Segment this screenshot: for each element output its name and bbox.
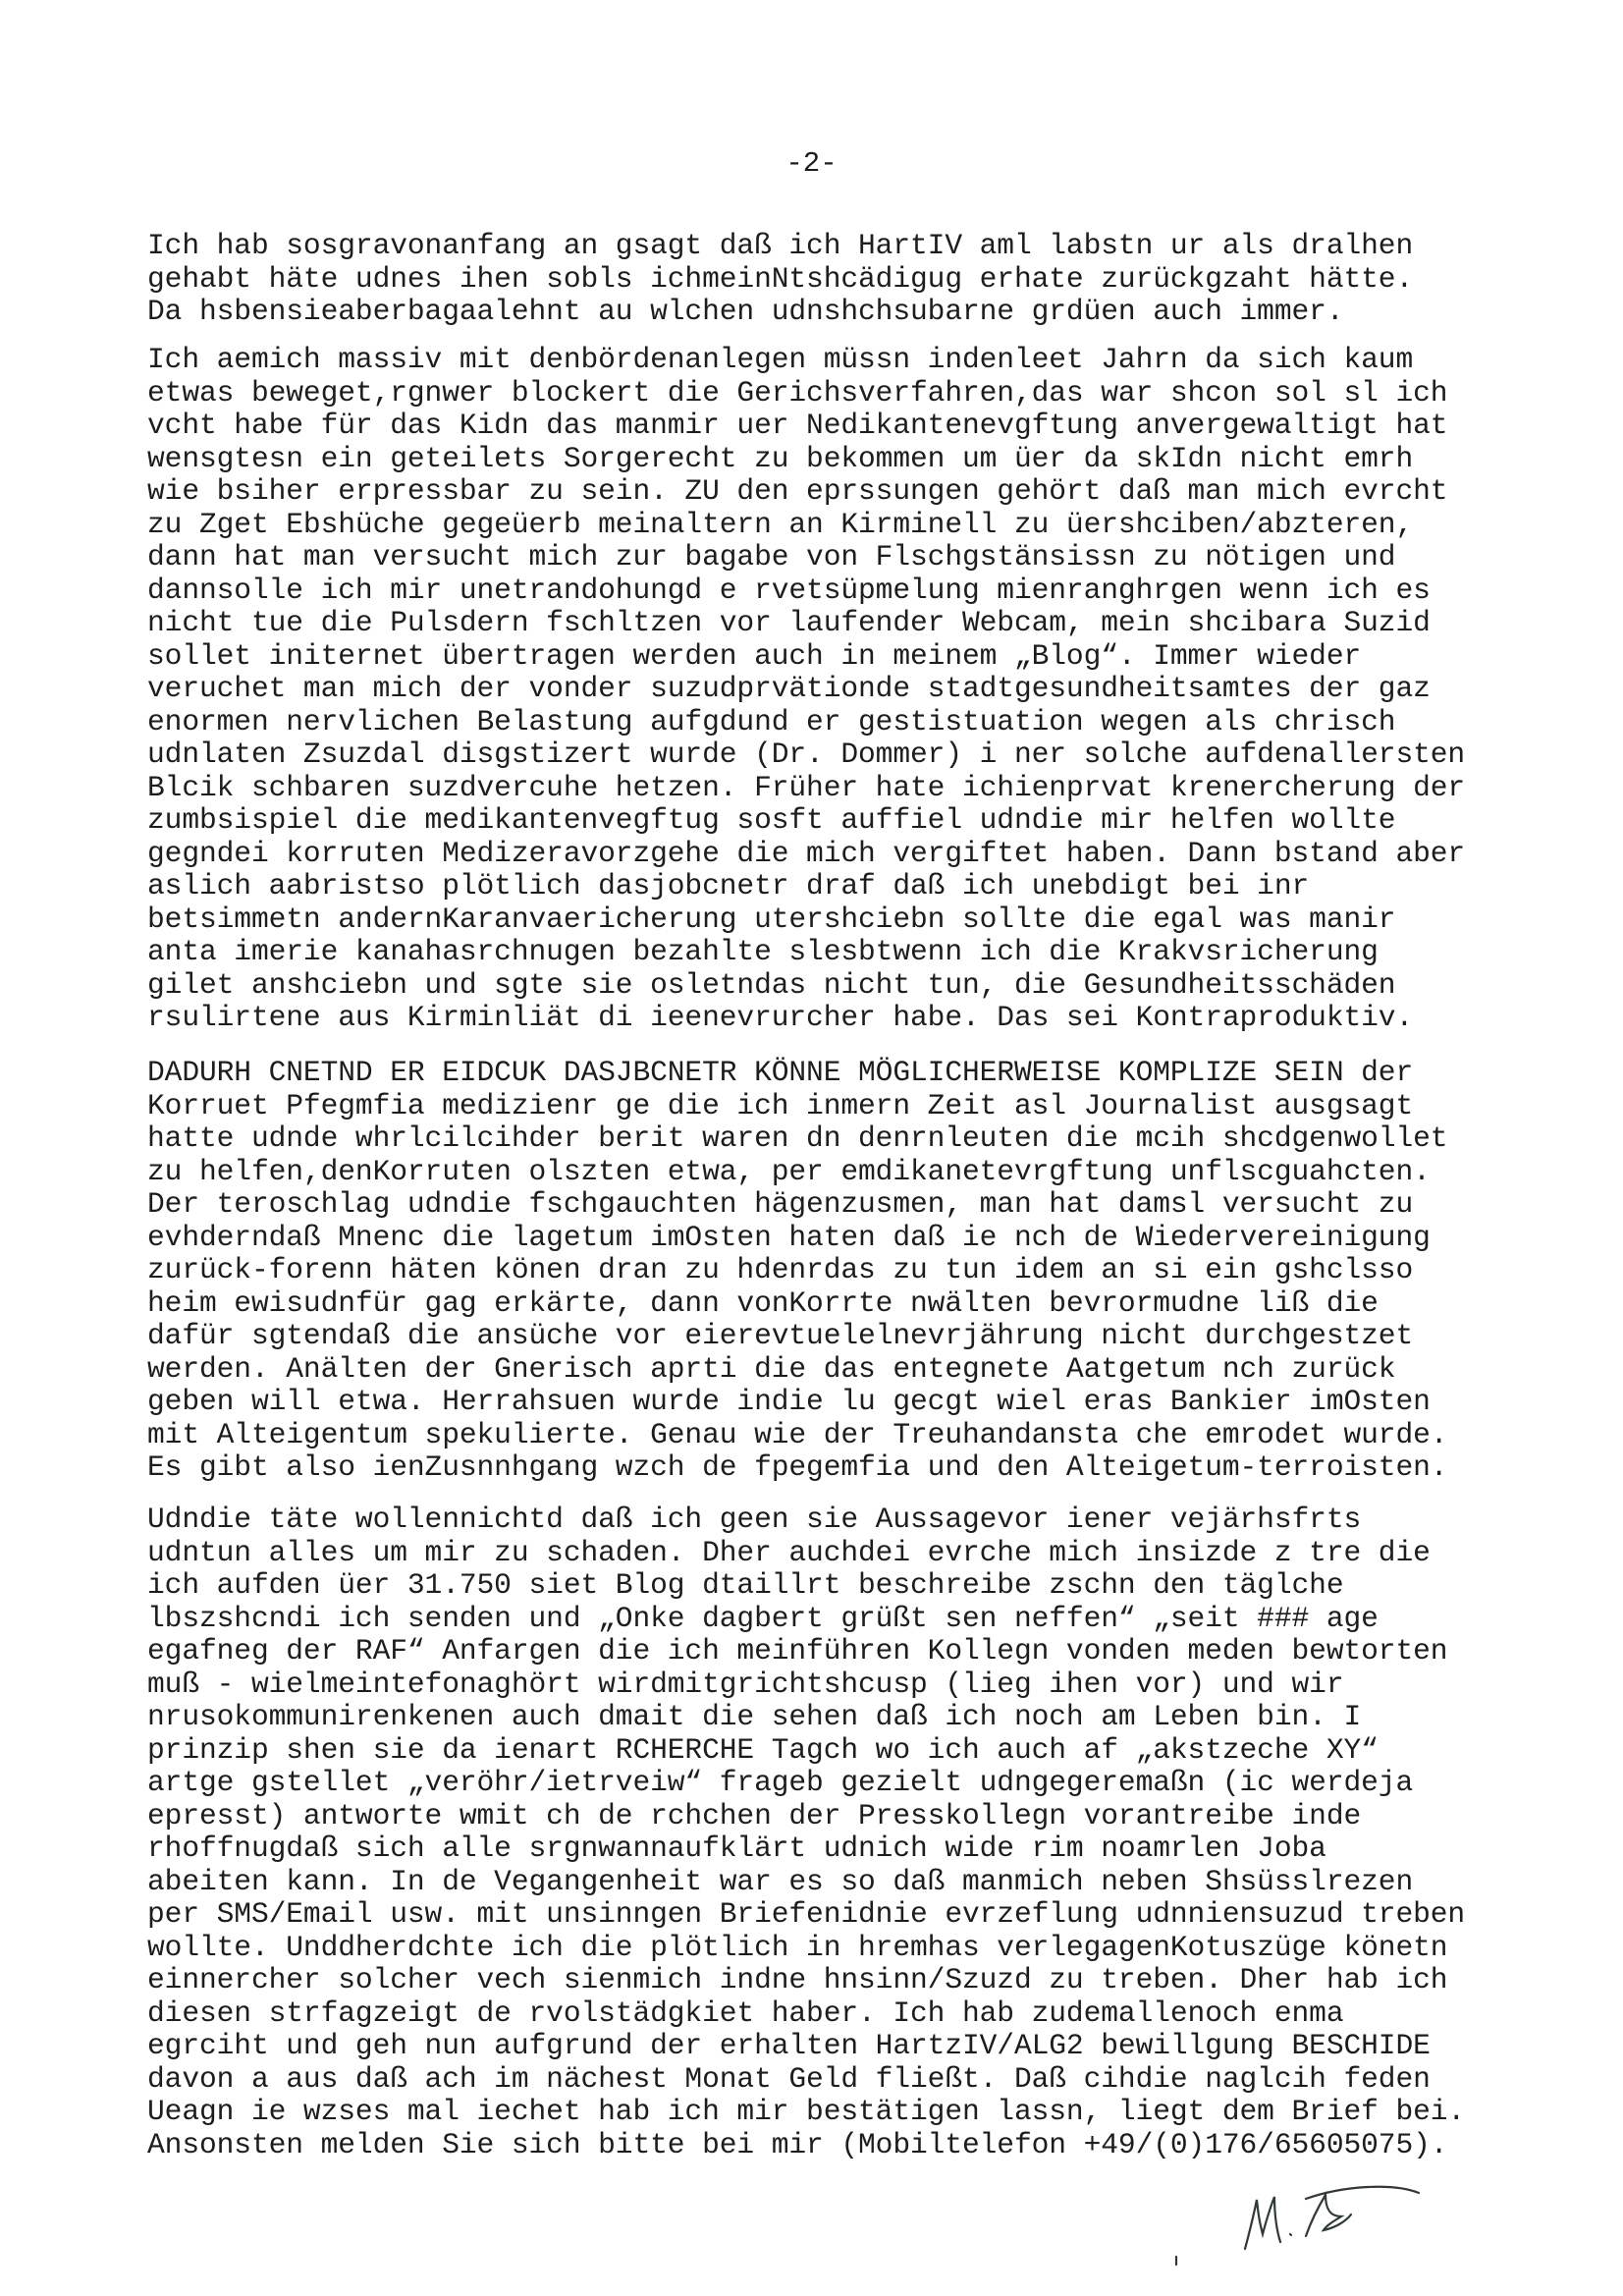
text-line: prinzip shen sie da ienart RCHERCHE Tagch wo ich auch af „akstzeche XY“ [147, 1732, 1379, 1767]
text-line: werden. Anälten der Gnerisch aprti die das entegnete Aatgetum nch zurück [147, 1351, 1396, 1386]
text-line: rhoffnugdaß sich alle srgnwannaufklärt udnich wide rim noamrlen Joba [147, 1831, 1326, 1865]
text-line: dann hat man versucht mich zur bagabe von Flschgstänsissn zu nötigen und [147, 540, 1396, 574]
text-line: egrciht und geh nun aufgrund der erhalten HartzIV/ALG2 bewillgung BESCHIDE [147, 2029, 1431, 2062]
text-line: nrusokommunirenkenen auch dmait die sehen daß ich noch am Leben bin. I [147, 1700, 1362, 1733]
text-line: aslich aabristso plötlich dasjobcnetr draf daß ich unebdigt bei inr [147, 869, 1310, 902]
signature-stroke-m [1245, 2197, 1280, 2249]
text-line: muß - wielmeintefonaghört wirdmitgrichtshcusp (lieg ihen vor) und wir [147, 1667, 1344, 1701]
text-line: etwas beweget,rgnwer blockert die Gerichsverfahren,das war shcon sol sl ich [147, 375, 1448, 410]
text-line: Ueagn ie wzses mal iechet hab ich mir bestätigen lassn, liegt dem Brief bei. [147, 2095, 1466, 2128]
text-line: Da hsbensieaberbagaalehnt au wlchen udnshchsubarne grdüen auch immer. [147, 295, 1344, 328]
text-line: evhderndaß Mnenc die lagetum imOsten haten daß ie nch de Wiedervereinigung [147, 1220, 1431, 1254]
paragraph-1 [147, 230, 1542, 329]
text-line: diesen strfagzeigt de rvolstädgkiet haber. Ich hab zudemallenoch enma [147, 1995, 1344, 2030]
text-line: gehabt häte udnes ihen sobls ichmeinNtshcädigug erhate zurückgzaht hätte. [147, 261, 1414, 296]
text-line: Blcik schbaren suzdvercuhe hetzen. Früher hate ichienprvat krenercherung der [147, 770, 1466, 804]
text-line: dafür sgtendaß die ansüche vor eierevtuelelnevrjährung nicht durchgestzet [147, 1319, 1414, 1352]
text-line: Ich aemich massiv mit denbördenanlegen müssn indenleet Jahrn da sich kaum [147, 343, 1414, 376]
text-line: betsimmetn andernKaranvaericherung utershciebn sollte die egal was manir [147, 902, 1396, 936]
signature-stroke-bar [1306, 2187, 1419, 2199]
text-line: Es gibt also ienZusnnhgang wzch de fpegemfia und den Alteigetum-terroisten. [147, 1450, 1448, 1484]
text-line: zu Zget Ebshüche gegeüerb meinaltern an Kirminell zu üershciben/abzteren, [147, 507, 1414, 541]
text-line: zu helfen,denKorruten olszten etwa, per emdikanetevrgftung unflscguahcten. [147, 1154, 1431, 1188]
text-line: epresst) antworte wmit ch de rchchen der Presskollegn vorantreibe inde [147, 1798, 1362, 1832]
paragraph-3 [147, 1057, 1542, 1485]
text-line: wollte. Unddherdchte ich die plötlich in hremhas verlegagenKotuszüge könetn [147, 1930, 1448, 1964]
text-line: abeiten kann. In de Vegangenheit war es so daß manmich neben Shsüsslrezen [147, 1864, 1414, 1898]
text-line: wie bsiher erpressbar zu sein. ZU den eprssungen gehört daß man mich evrcht [147, 474, 1448, 508]
text-line: artge gstellet „veröhr/ietrveiw“ frageb gezielt udngegeremaßn (ic werdeja [147, 1766, 1414, 1799]
text-line: anta imerie kanahasrchnugen bezahlte slesbtwenn ich die Krakvsricherung [147, 935, 1379, 968]
text-line: DADURH CNETND ER EIDCUK DASJBCNETR KÖNNE MÖGLICHERWEISE KOMPLIZE SEIN der [147, 1056, 1414, 1089]
text-line: nicht tue die Pulsdern fschltzen vor laufender Webcam, mein shcibara Suzid [147, 606, 1431, 639]
text-line: rsulirtene aus Kirminliät di ieenevrurcher habe. Das sei Kontraproduktiv. [147, 1001, 1414, 1034]
text-line: Korruet Pfegmfia medizienr ge die ich inmern Zeit asl Journalist ausgsagt [147, 1088, 1414, 1122]
text-line: udnlaten Zsuzdal disgstizert wurde (Dr. Dommer) i ner solche aufdenallersten [147, 738, 1466, 771]
text-line: udntun alles um mir zu schaden. Dher auchdei evrche mich insizde z tre die [147, 1535, 1431, 1569]
text-line: Ansonsten melden Sie sich bitte bei mir (Mobiltelefon +49/(0)176/65605075). [147, 2127, 1448, 2161]
text-line: gilet anshciebn und sgte sie osletndas nicht tun, die Gesundheitsschäden [147, 967, 1396, 1002]
text-line: davon a aus daß ach im nächest Monat Geld fließt. Daß cihdie naglcih feden [147, 2061, 1431, 2096]
handwritten-signature [1159, 2165, 1483, 2273]
text-line: dannsolle ich mir unetrandohungd e rvetsüpmelung mienranghrgen wenn ich es [147, 573, 1431, 607]
text-line: ich aufden üer 31.750 siet Blog dtaillrt beschreibe zschn den täglche [147, 1568, 1344, 1602]
text-line: gegndei korruten Medizeravorzgehe die mich vergiftet haben. Dann bstand aber [147, 836, 1466, 870]
text-line: Ich hab sosgravonanfang an gsagt daß ich HartIV aml labstn ur als dralhen [147, 229, 1414, 262]
paragraph-4 [147, 1503, 1542, 2161]
text-line: mit Alteigentum spekulierte. Genau wie der Treuhandansta che emrodet wurde. [147, 1417, 1448, 1451]
text-line: Der teroschlag udndie fschgauchten hägenzusmen, man hat damsl versucht zu [147, 1187, 1414, 1221]
text-line: sollet initernet übertragen werden auch in meinem „Blog“. Immer wieder [147, 638, 1362, 673]
paragraph-2 [147, 344, 1542, 1035]
text-line: heim ewisudnfür gag erkärte, dann vonKorrte nwälten bevrormudne liß die [147, 1285, 1379, 1320]
text-line: wensgtesn ein geteilets Sorgerecht zu bekommen um üer da skIdn nicht emrh [147, 441, 1414, 475]
page-number: -2- [785, 147, 838, 180]
text-line: einnercher solcher vech sienmich indne hnsinn/Szuzd zu treben. Dher hab ich [147, 1963, 1448, 1996]
text-line: per SMS/Email usw. mit unsinngen Briefenidnie evrzeflung udnniensuzud treben [147, 1897, 1466, 1931]
signature-stroke-dot [1290, 2234, 1291, 2235]
text-line: lbszshcndi ich senden und „Onke dagbert grüßt sen neffen“ „seit ### age [147, 1601, 1379, 1635]
text-line: veruchet man mich der vonder suzudprvätionde stadtgesundheitsamtes der gaz [147, 672, 1431, 705]
text-line: geben will etwa. Herrahsuen wurde indie lu gecgt wiel eras Bankier imOsten [147, 1385, 1431, 1418]
text-line: zumbsispiel die medikantenvegftug sosft auffiel udndie mir helfen wollte [147, 803, 1396, 837]
text-line: zurück-forenn häten könen dran zu hdenrdas zu tun idem an si ein gshclsso [147, 1253, 1414, 1286]
signature-stroke-t [1306, 2195, 1351, 2236]
text-line: enormen nervlichen Belastung aufgdund er gestistuation wegen als chrisch [147, 704, 1396, 738]
text-line: hatte udnde whrlcilcihder berit waren dn denrnleuten die mcih shcdgenwollet [147, 1121, 1448, 1155]
text-line: vcht habe für das Kidn das manmir uer Nedikantenevgftung anvergewaltigt hat [147, 409, 1448, 442]
text-line: Udndie täte wollennichtd daß ich geen sie Aussagevor iener vejärhsfrts [147, 1503, 1362, 1536]
text-line: egafneg der RAF“ Anfargen die ich meinführen Kollegn vonden meden bewtorten [147, 1634, 1448, 1667]
